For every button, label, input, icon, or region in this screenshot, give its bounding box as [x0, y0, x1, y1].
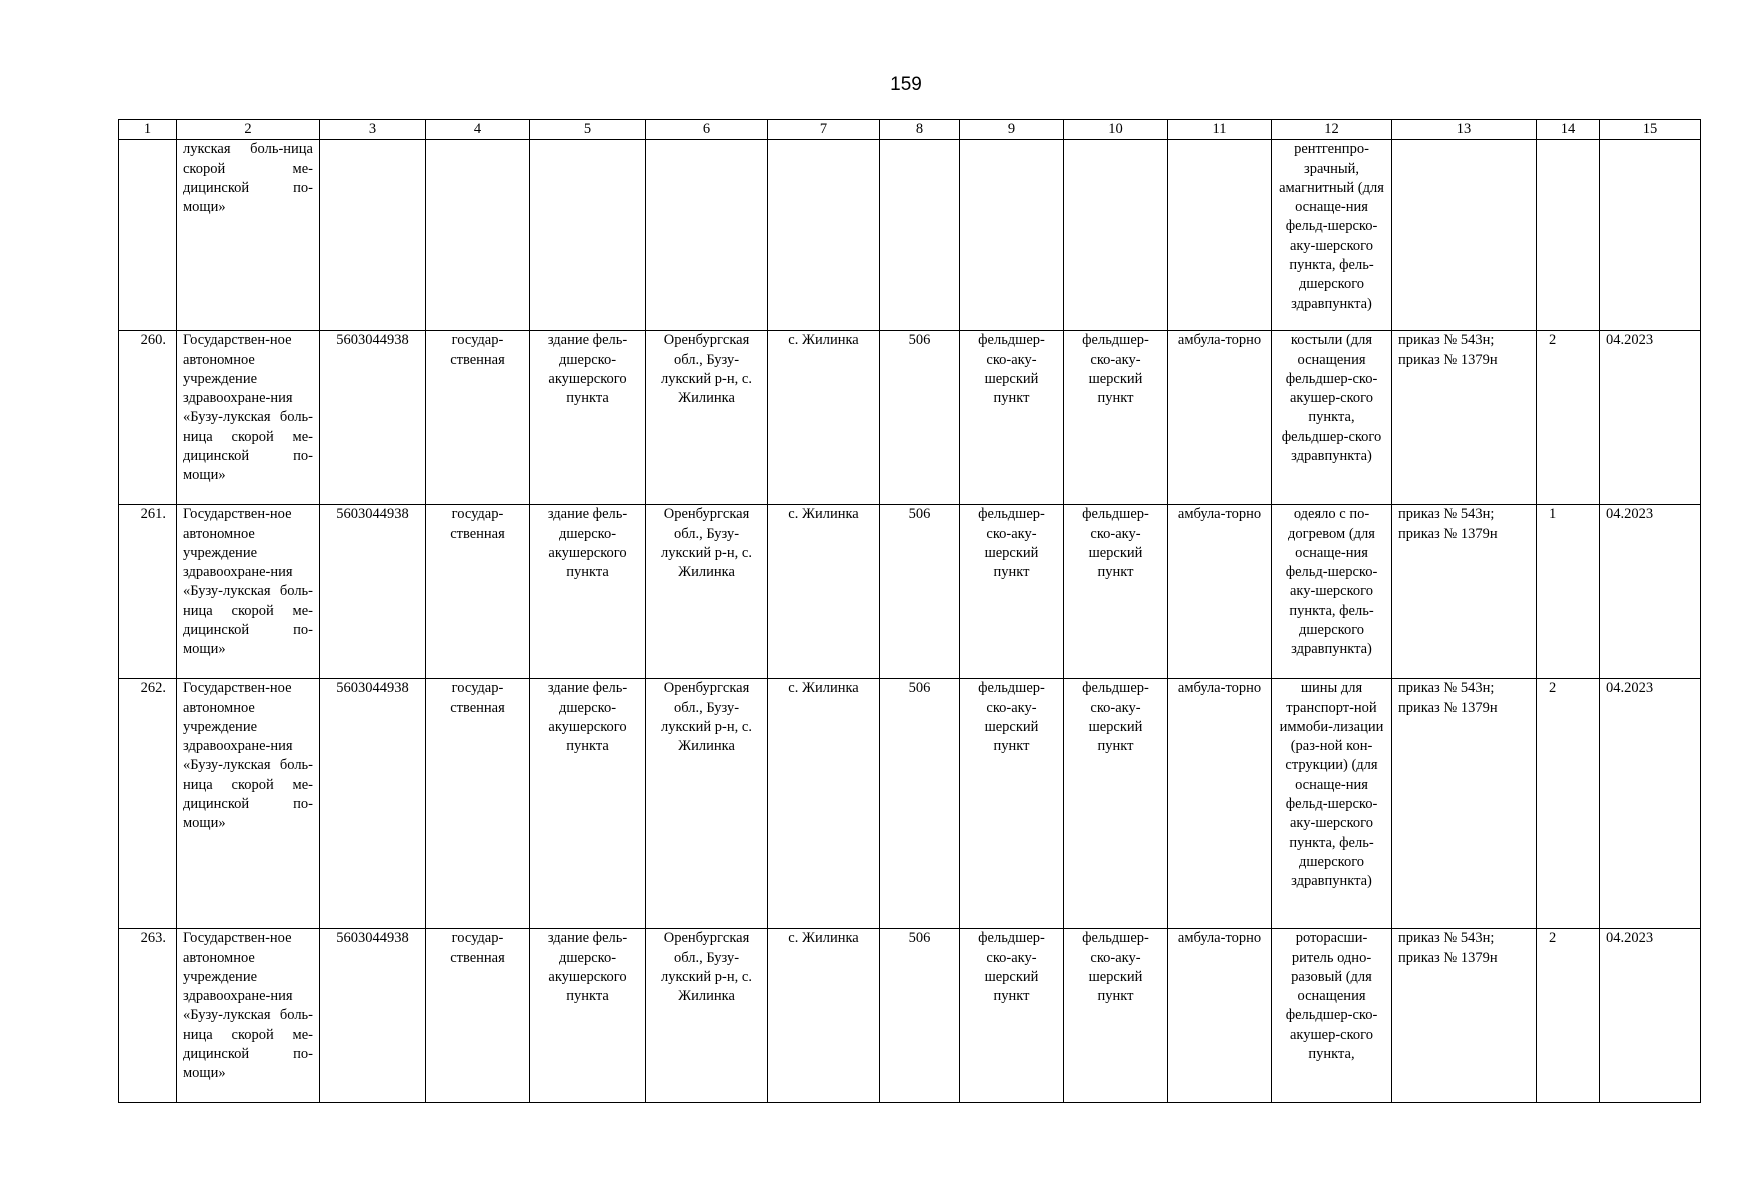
- header-cell: 10: [1064, 120, 1168, 140]
- row-number-cell: 262.: [119, 679, 177, 929]
- building-cell: здание фель-дшерско-акушерского пункта: [530, 929, 646, 1103]
- header-cell: 9: [960, 120, 1064, 140]
- locality-cell: с. Жилинка: [768, 505, 880, 679]
- quantity-cell: 2: [1537, 331, 1600, 505]
- header-cell: 1: [119, 120, 177, 140]
- quantity-cell: 1: [1537, 505, 1600, 679]
- item-cell: шины для транспорт-ной иммоби-лизации (раз-ной кон-струкции) (для оснаще-ния фельд-шерско-аку-шерского пункта, фель-дшерского здравпункта): [1272, 679, 1392, 929]
- order-cell: приказ № 543н; приказ № 1379н: [1392, 679, 1537, 929]
- registry-table: [118, 119, 1701, 1103]
- header-cell: 7: [768, 120, 880, 140]
- order-cell: приказ № 543н; приказ № 1379н: [1392, 505, 1537, 679]
- quantity-cell: 2: [1537, 929, 1600, 1103]
- inn-cell: 5603044938: [320, 679, 426, 929]
- header-cell: 8: [880, 120, 960, 140]
- date-cell: 04.2023: [1600, 331, 1701, 505]
- table-row: [119, 505, 1701, 679]
- header-cell: 6: [646, 120, 768, 140]
- date-cell: 04.2023: [1600, 505, 1701, 679]
- address-cell: Оренбургская обл., Бузу-лукский р-н, с. Жилинка: [646, 929, 768, 1103]
- item-cell: одеяло с по-догревом (для оснаще-ния фельд-шерско-аку-шерского пункта, фель-дшерского здравпункта): [1272, 505, 1392, 679]
- locality-cell: с. Жилинка: [768, 331, 880, 505]
- code-cell: 506: [880, 331, 960, 505]
- header-cell: 12: [1272, 120, 1392, 140]
- row-number-cell: 260.: [119, 331, 177, 505]
- org-name-cell: лукская боль-ница скорой ме-дицинской по-мощи»: [177, 140, 320, 331]
- mode-cell: амбула-торно: [1168, 929, 1272, 1103]
- header-cell: 15: [1600, 120, 1701, 140]
- ownership-cell: государ-ственная: [426, 331, 530, 505]
- col10-cell: фельдшер-ско-аку-шерский пункт: [1064, 331, 1168, 505]
- locality-cell: с. Жилинка: [768, 929, 880, 1103]
- inn-cell: 5603044938: [320, 929, 426, 1103]
- continuation-row: [119, 140, 1701, 331]
- order-cell: приказ № 543н; приказ № 1379н: [1392, 929, 1537, 1103]
- item-cell: рентгенпро-зрачный, амагнитный (для оснаще-ния фельд-шерско-аку-шерского пункта, фель-дшерского здравпункта): [1272, 140, 1392, 331]
- locality-cell: с. Жилинка: [768, 679, 880, 929]
- page-number: 159: [890, 74, 922, 95]
- col10-cell: фельдшер-ско-аку-шерский пункт: [1064, 929, 1168, 1103]
- header-cell: 3: [320, 120, 426, 140]
- row-number-cell: 263.: [119, 929, 177, 1103]
- code-cell: 506: [880, 929, 960, 1103]
- header-cell: 2: [177, 120, 320, 140]
- mode-cell: амбула-торно: [1168, 679, 1272, 929]
- col10-cell: фельдшер-ско-аку-шерский пункт: [1064, 679, 1168, 929]
- ownership-cell: государ-ственная: [426, 505, 530, 679]
- building-cell: здание фель-дшерско-акушерского пункта: [530, 505, 646, 679]
- address-cell: Оренбургская обл., Бузу-лукский р-н, с. Жилинка: [646, 331, 768, 505]
- address-cell: Оренбургская обл., Бузу-лукский р-н, с. Жилинка: [646, 679, 768, 929]
- col9-cell: фельдшер-ско-аку-шерский пункт: [960, 929, 1064, 1103]
- org-name-cell: Государствен-ное автономное учреждение здравоохране-ния «Бузу-лукская боль-ница скорой ме-дицинской по-мощи»: [177, 929, 320, 1103]
- item-cell: костыли (для оснащения фельдшер-ско-акушер-ского пункта, фельдшер-ского здравпункта): [1272, 331, 1392, 505]
- header-cell: 14: [1537, 120, 1600, 140]
- header-cell: 4: [426, 120, 530, 140]
- mode-cell: амбула-торно: [1168, 505, 1272, 679]
- address-cell: Оренбургская обл., Бузу-лукский р-н, с. Жилинка: [646, 505, 768, 679]
- ownership-cell: государ-ственная: [426, 929, 530, 1103]
- org-name-cell: Государствен-ное автономное учреждение здравоохране-ния «Бузу-лукская боль-ница скорой ме-дицинской по-мощи»: [177, 331, 320, 505]
- org-name-cell: Государствен-ное автономное учреждение здравоохране-ния «Бузу-лукская боль-ница скорой ме-дицинской по-мощи»: [177, 505, 320, 679]
- col9-cell: фельдшер-ско-аку-шерский пункт: [960, 679, 1064, 929]
- date-cell: 04.2023: [1600, 679, 1701, 929]
- col9-cell: фельдшер-ско-аку-шерский пункт: [960, 331, 1064, 505]
- building-cell: здание фель-дшерско-акушерского пункта: [530, 331, 646, 505]
- table-row: [119, 929, 1701, 1103]
- header-cell: 11: [1168, 120, 1272, 140]
- building-cell: здание фель-дшерско-акушерского пункта: [530, 679, 646, 929]
- table-row: [119, 331, 1701, 505]
- header-cell: 13: [1392, 120, 1537, 140]
- header-cell: 5: [530, 120, 646, 140]
- col9-cell: фельдшер-ско-аку-шерский пункт: [960, 505, 1064, 679]
- mode-cell: амбула-торно: [1168, 331, 1272, 505]
- header-row: [119, 120, 1701, 140]
- row-number-cell: 261.: [119, 505, 177, 679]
- item-cell: роторасши-ритель одно-разовый (для оснащения фельдшер-ско-акушер-ского пункта,: [1272, 929, 1392, 1103]
- quantity-cell: 2: [1537, 679, 1600, 929]
- inn-cell: 5603044938: [320, 505, 426, 679]
- date-cell: 04.2023: [1600, 929, 1701, 1103]
- org-name-cell: Государствен-ное автономное учреждение здравоохране-ния «Бузу-лукская боль-ница скорой ме-дицинской по-мощи»: [177, 679, 320, 929]
- ownership-cell: государ-ственная: [426, 679, 530, 929]
- code-cell: 506: [880, 505, 960, 679]
- inn-cell: 5603044938: [320, 331, 426, 505]
- table-row: [119, 679, 1701, 929]
- col10-cell: фельдшер-ско-аку-шерский пункт: [1064, 505, 1168, 679]
- code-cell: 506: [880, 679, 960, 929]
- order-cell: приказ № 543н; приказ № 1379н: [1392, 331, 1537, 505]
